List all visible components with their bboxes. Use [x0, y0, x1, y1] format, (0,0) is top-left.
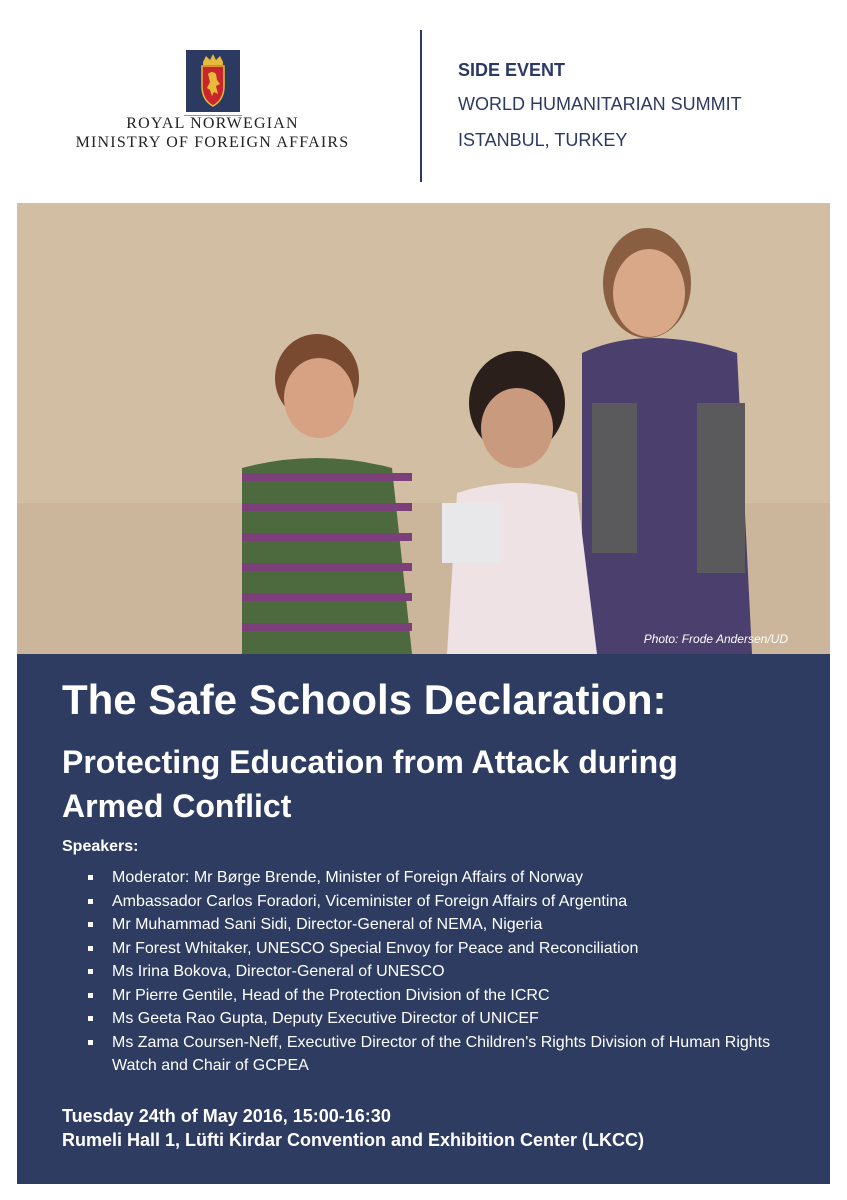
photo-credit: Photo: Frode Andersen/UD: [643, 632, 788, 646]
list-item: Ambassador Carlos Foradori, Viceminister of Foreign Affairs of Argentina: [62, 890, 792, 914]
header-divider: [420, 30, 422, 182]
ministry-name-line2: MINISTRY OF FOREIGN AFFAIRS: [75, 134, 350, 151]
event-venue: Rumeli Hall 1, Lüfti Kirdar Convention and Exhibition Center (LKCC): [62, 1130, 645, 1150]
event-info-panel: [17, 654, 830, 1184]
event-label: SIDE EVENT: [458, 60, 566, 80]
list-item: Ms Geeta Rao Gupta, Deputy Executive Director of UNICEF: [62, 1007, 792, 1031]
list-item: Mr Pierre Gentile, Head of the Protection Division of the ICRC: [62, 984, 792, 1008]
children-photo: [17, 203, 830, 654]
list-item: Ms Irina Bokova, Director-General of UNESCO: [62, 960, 792, 984]
speakers-label: Speakers:: [62, 838, 139, 855]
page-subtitle: Protecting Education from Attack during Armed Conflict: [62, 744, 678, 824]
page-title: The Safe Schools Declaration:: [62, 676, 667, 723]
ministry-name-line1: ROYAL NORWEGIAN: [126, 115, 299, 132]
norwegian-coat-of-arms-icon: [186, 50, 240, 112]
event-name: WORLD HUMANITARIAN SUMMIT: [458, 94, 742, 114]
event-place: ISTANBUL, TURKEY: [458, 130, 628, 150]
list-item: Mr Muhammad Sani Sidi, Director-General of NEMA, Nigeria: [62, 913, 792, 937]
list-item: Moderator: Mr Børge Brende, Minister of Foreign Affairs of Norway: [62, 866, 792, 890]
list-item: Ms Zama Coursen-Neff, Executive Director of the Children's Rights Division of Human Rights Watch and Chair of GCPEA: [62, 1031, 792, 1078]
speakers-list: [62, 866, 792, 1078]
event-date: Tuesday 24th of May 2016, 15:00-16:30: [62, 1106, 391, 1126]
header: [0, 0, 847, 200]
list-item: Mr Forest Whitaker, UNESCO Special Envoy for Peace and Reconciliation: [62, 937, 792, 961]
